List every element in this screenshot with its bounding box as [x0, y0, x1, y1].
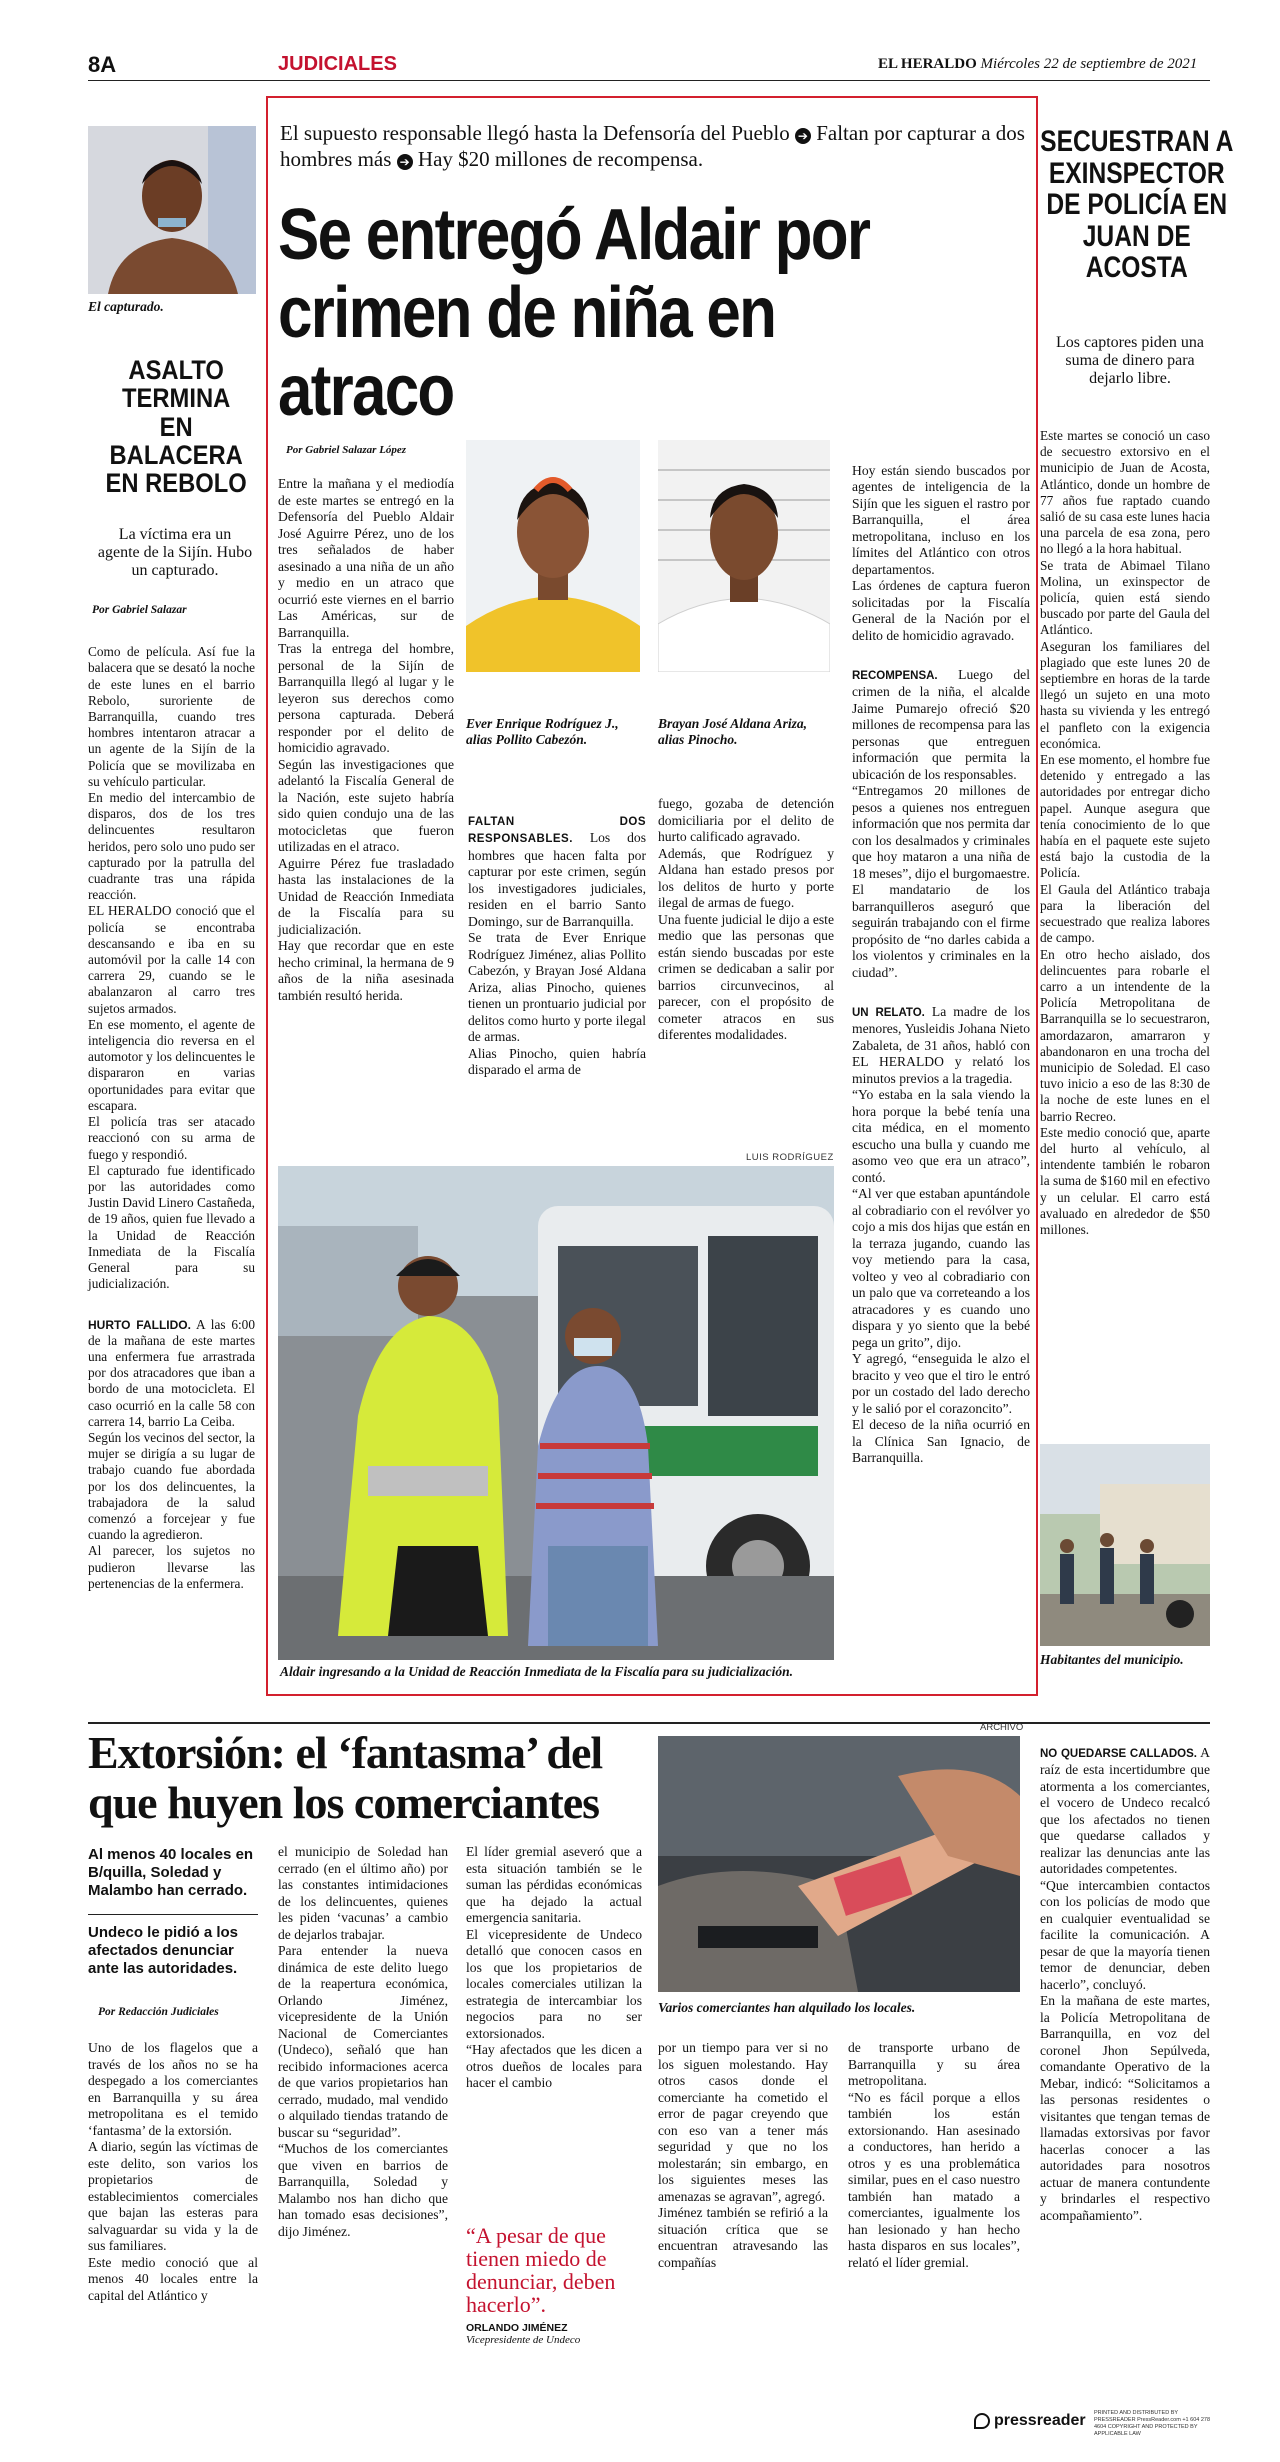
- arrow-icon: ➔: [795, 128, 811, 144]
- extortion-photo: [658, 1736, 1020, 1992]
- kicker-1: El supuesto responsable llegó hasta la Defensoría del Pueblo: [280, 121, 790, 145]
- bottom-col-3: El líder gremial aseveró que a esta situación también se le suman las pérdidas económicas que ha dejado la actual emergencia sanitaria. El vicepresidente de Undeco detalló que conocen casos en los que los propietarios de locales comerciales utilizan la estrategia de intercambiar los negocios para no ser extorsionados. “Hay afectados que les dicen a otros dueños de locales para hacer el cambio: [466, 1844, 642, 2090]
- header-rule: [88, 80, 1210, 81]
- right-body: Este martes se conoció un caso de secuestro extorsivo en el municipio de Juan de Acosta, Atlántico, donde un hombre de 77 años fue raptado cuando salió de su casa este lunes hacia una parcela de esa zona, pero no llegó a la hora habitual. Se trata de Abimael Tilano Molina, un exinspector de policía, quien está siendo buscado por parte del Gaula del Atlántico. Aseguran los familiares del plagiado que este lunes 20 de septiembre en horas de la tarde llegó un sujeto en una moto hasta su vivienda y les entregó el panfleto con la exigencia económica. En ese momento, el hombre fue detenido y entregado a las autoridades por entregar dicho papel. Aunque asegura que tenía conocimiento de lo que había en el paquete este sujeto está bajo la custodia de la Policía. El Gaula del Atlántico trabaja para la liberación del secuestrado que realiza labores de campo. En otro hecho aislado, dos delincuentes para robarle el carro a un intendente de la Policía Metropolitana de Barranquilla se lo secuestraron, amordazaron, amarraron y abandonaron en una trocha del municipio de Soledad. El caso tuvo inicio a eso de las 8:30 de la noche de este lunes en el barrio Recreo. Este medio conoció que, aparte del hurto al vehículo, al intendente también le robaron la suma de $160 mil en efectivo y un celular. El carro está avaluado en alrededor de $50 millones.: [1040, 428, 1210, 1237]
- suspect-1-caption: Ever Enrique Rodríguez J., alias Pollito Cabezón.: [466, 716, 619, 747]
- municipality-image: [1040, 1444, 1210, 1646]
- arrest-photo: [278, 1166, 834, 1660]
- account-label: UN RELATO.: [852, 1006, 925, 1019]
- masthead: [878, 56, 1197, 73]
- main-kicker: [280, 120, 1030, 172]
- right-deck: Los captores piden una suma de dinero para dejarlo libre.: [1056, 334, 1204, 387]
- pressreader-fine-print: PRINTED AND DISTRIBUTED BY PRESSREADER PressReader.com +1 604 278 4604 COPYRIGHT AND PROTECTED BY APPLICABLE LAW: [1094, 2410, 1211, 2437]
- main-col-2-text: Los dos hombres que hacen falta por capturar por este crimen, según los investigadores judiciales, residen en el barrio Santo Domingo, sur de Barranquilla. Se trata de Ever Enrique Rodríguez Jiménez, alias Pollito Cabezón, y Brayan José Aldana Ariza, alias Pinocho, quienes tienen un prontuario judicial por delitos como hurto y porte ilegal de armas. Alias Pinocho, quien habría disparado el arma de: [468, 830, 646, 1077]
- bottom-col-6-text: A raíz de esta incertidumbre que atormenta a los comerciantes, el vocero de Undeco recalcó que los afectados no tienen que quedarse callados y realizar las denuncias ante las autoridades competentes. “Que intercambien contactos con los policías de modo que en cualquier eventualidad se facilite la comunicación. A pesar de que la mayoría tienen temor de denunciar, deben hacerlo”, concluyó. En la mañana de este martes, la Policía Metropolitana de Barranquilla, en voz del coronel Jhon Sepúlveda, comandante Operativo de la Mebar, indicó: “Solicitamos a las personas residentes o visitantes que tengan temas de llamadas extorsivas por favor hacerlas conocer a las autoridades para nosotros actuar de manera contundente y brindarles el respectivo acompañamiento”.: [1040, 1744, 1210, 2223]
- suspect-2-caption: Brayan José Aldana Ariza, alias Pinocho.: [658, 716, 808, 747]
- pressreader-logo: [974, 2412, 1086, 2430]
- suspect-1-image: [466, 440, 640, 672]
- bottom-deck-1: Al menos 40 locales en B/quilla, Soledad y Malambo han cerrado.: [88, 1846, 254, 1899]
- page-number: 8A: [88, 52, 117, 77]
- pressreader-brand: pressreader: [994, 2412, 1086, 2429]
- section-divider: [88, 1722, 1210, 1724]
- bottom-photo-credit: ARCHIVO: [980, 1722, 1024, 1733]
- main-col-4-a: Hoy están siendo buscados por agentes de inteligencia de la Sijín que les siguen el rastro por Barranquilla, el área metropolitana, incluso en los límites del Atlántico con otros departamentos. Las órdenes de captura fueron solicitadas por la Fiscalía General de la Nación por el delito de homicidio agravado.: [852, 462, 1030, 643]
- main-col-2-label: FALTAN DOS RESPONSABLES.: [468, 815, 646, 845]
- main-col-3: fuego, gozaba de detención domiciliaria por el delito de hurto calificado agravado. Además, que Rodríguez y Aldana han estado presos por los delitos de hurto y porte ilegal de armas de fuego. Una fuente judicial le dijo a este medio que las personas que están siendo buscadas por este crimen se dedicaban a salir por barrios circunvecinos, al parecer, con el propósito de cometer atracos en sus diferentes modalidades.: [658, 796, 834, 1042]
- issue-date: Miércoles 22 de septiembre de 2021: [980, 56, 1198, 72]
- reward-label: RECOMPENSA.: [852, 669, 938, 682]
- bottom-col-2: el municipio de Soledad han cerrado (en el último año) por las constantes intimidaciones de los delincuentes, quienes les piden ‘vacunas’ a cambio de dejarlos trabajar. Para entender la nueva dinámica de este delito luego de la reapertura económica, Orlando Jiménez, vicepresidente de la Unión Nacional de Comerciantes (Undeco), señaló que han recibido informaciones acerca de que varios propietarios han cerrado, mudado, mal vendido o alquilado tiendas tratando de buscar su “seguridad”. “Muchos de los comerciantes que viven en barrios de Barranquilla, Soledad y Malambo nos han dicho que han tomado esas decisiones”, dijo Jiménez.: [278, 1844, 448, 2239]
- left-body-2: A las 6:00 de la mañana de este martes una enfermera fue arrastrada por dos atracadores que iban a bordo de una motocicleta. El caso ocurrió en la calle 58 con carrera 14, barrio La Ceiba. Según los vecinos del sector, la mujer se dirigía a su lugar de trabajo cuando fue abordada por los dos delincuentes, la trabajadora de la salud comenzó a forcejear y fue cuando la agredieron. Al parecer, los sujetos no pudieron llevarse las pertenencias de la enfermera.: [88, 1316, 255, 1591]
- suspect-2-photo: [658, 440, 830, 672]
- left-body: [88, 628, 255, 1592]
- main-col-2: [468, 796, 646, 1079]
- arrest-photo-caption: Aldair ingresando a la Unidad de Reacción Inmediata de la Fiscalía para su judicialización.: [280, 1664, 794, 1679]
- big-photo-credit: LUIS RODRÍGUEZ: [746, 1152, 834, 1163]
- municipality-photo: [1040, 1444, 1210, 1646]
- right-headline: SECUESTRAN A EXINSPECTOR DE POLICÍA EN JUAN DE ACOSTA: [1040, 125, 1234, 284]
- pull-quote-text: “A pesar de que tienen miedo de denunciar, deben hacerlo”.: [466, 2223, 616, 2317]
- main-col-4: [852, 446, 1030, 1467]
- left-body-1: Como de película. Así fue la balacera que se desató la noche de este lunes en el barrio Rebolo, suroriente de Barranquilla, cuando tres hombres intentaron atracar a un agente de la Sijín de la Policía que se movilizaba en su vehículo particular. En medio del intercambio de disparos, dos de los tres delincuentes resultaron heridos, pero solo uno pudo ser capturado por la patrulla del cuadrante tras una rápida reacción. EL HERALDO conoció que el policía se encontraba descansando e iba en su automóvil por la calle 14 con carrera 29, cuando se le abalanzaron al carro tres sujetos armados. En ese momento, el agente de inteligencia dio reversa en el automotor y los delincuentes le dispararon en varias oportunidades para evitar que escapara. El policía tras ser atacado reaccionó con su arma de fuego y respondió. El capturado fue identificado por las autoridades como Justin David Linero Castañeda, de 19 años, quien fue llevado a la Unidad de Reacción Inmediata de la Fiscalía General para su judicialización.: [88, 644, 255, 1292]
- bottom-headline: Extorsión: el ‘fantasma’ del que huyen los comerciantes: [88, 1727, 603, 1828]
- extortion-image: [658, 1736, 1020, 1992]
- captured-man-image: [88, 126, 256, 294]
- suspect-1-photo: [466, 440, 640, 672]
- main-col-4-b: Luego del crimen de la niña, el alcalde Jaime Pumarejo ofreció $20 millones de recompensa para las personas que entreguen información que permita la ubicación de los responsables. “Entregamos 20 millones de pesos a quienes nos entreguen información que nos permita dar con los desalmados y criminales que hoy mataron a una niña de 18 meses”, dijo el burgomaestre. El mandatario de los barranquilleros aseguró que seguirán trabajando con el firme propósito de “no darles cabida a los violentos y criminales en la ciudad”.: [852, 666, 1030, 980]
- extortion-photo-caption: Varios comerciantes han alquilado los locales.: [658, 2000, 916, 2015]
- bottom-col-1: Uno de los flagelos que a través de los años no se ha despegado a los comerciantes en Barranquilla y su área metropolitana es el temido ‘fantasma’ de la extorsión. A diario, según las víctimas de este delito, son varios los propietarios de establecimientos comerciales que bajan las esteras para salvaguardar su vida y la de sus familiares. Este medio conoció que al menos 40 locales entre la capital del Atlántico y: [88, 2040, 258, 2303]
- municipality-caption: Habitantes del municipio.: [1040, 1652, 1184, 1667]
- bottom-deck-2: Undeco le pidió a los afectados denunciar ante las autoridades.: [88, 1924, 239, 1977]
- left-sub-label: HURTO FALLIDO.: [88, 1317, 191, 1332]
- pressreader-icon: [974, 2413, 990, 2429]
- bottom-col-6-label: NO QUEDARSE CALLADOS.: [1040, 1747, 1197, 1760]
- left-headline: ASALTO TERMINA EN BALACERA EN REBOLO: [105, 355, 247, 499]
- kicker-2: Faltan por capturar a dos hombres más: [280, 121, 1025, 171]
- bottom-byline: Por Redacción Judiciales: [98, 2006, 219, 2018]
- captured-photo: [88, 126, 256, 294]
- main-col-1: Entre la mañana y el mediodía de este martes se entregó en la Defensoría del Pueblo Aldair José Aguirre Pérez, uno de los tres señalados de haber asesinado a una niña de un año y medio en un atraco que ocurrió este viernes en el barrio Las Américas, sur de Barranquilla. Tras la entrega del hombre, personal de la Sijín de Barranquilla llegó al lugar y le leyeron sus derechos como persona capturada. Deberá responder por el delito de homicidio agravado. Según las investigaciones que adelantó la Fiscalía General de la Nación, este sujeto habría sido quien condujo una de las motocicletas que fueron utilizadas en el atraco. Aguirre Pérez fue trasladado hasta las instalaciones de la Unidad de Reacción Inmediata de la Fiscalía para su judicialización. Hay que recordar que en este hecho criminal, la hermana de 9 años de la niña asesinada también resultó herida.: [278, 476, 454, 1003]
- section-name: JUDICIALES: [278, 53, 397, 75]
- pull-quote-role: Vicepresidente de Undeco: [466, 2334, 581, 2346]
- pull-quote: [466, 2224, 646, 2346]
- deck-rule: [88, 1914, 258, 1915]
- arrow-icon: ➔: [397, 154, 413, 170]
- main-col-4-c: La madre de los menores, Yusleidis Johana Nieto Zabaleta, de 31 años, habló con EL HERALDO y relató los minutos previos a la tragedia. “Yo estaba en la sala viendo la hora porque la bebé tenía una cita médica, en el momento escucho una bulla y cuando me asomo veo que era un atraco”, contó. “Al ver que estaban apuntándole al cobradiario con el revólver yo cojo a mis dos hijas que están en la terraza jugando, cuando las voy metiendo para la casa, volteo y veo al cobradiario con un palo que va correteando a los atracadores y es cuando uno dispara y yo siento que la bebé pega un grito”, dijo. Y agregó, “enseguida le alzo el bracito y veo que el tiro le entró por un costado del lado derecho y le salió por el corazoncito”. El deceso de la niña ocurrió en la Clínica San Ignacio, de Barranquilla.: [852, 1003, 1030, 1465]
- left-deck: La víctima era un agente de la Sijín. Hubo un capturado.: [97, 526, 253, 579]
- suspect-2-image: [658, 440, 830, 672]
- bottom-col-5: de transporte urbano de Barranquilla y su área metropolitana. “No es fácil porque a ellos también los están extorsionando. Han asesinado a conductores, han herido a otros y es una problemática similar, pues en el caso nuestro también han matado a comerciantes, igualmente los han lesionado y han hecho hasta disparos en sus locales”, relató el líder gremial.: [848, 2040, 1020, 2270]
- bottom-col-6: [1040, 1728, 1210, 2224]
- main-byline: Por Gabriel Salazar López: [286, 444, 407, 456]
- arrest-image: [278, 1166, 834, 1660]
- main-headline: Se entregó Aldair por crimen de niña en atraco: [278, 195, 870, 431]
- captured-photo-caption: El capturado.: [88, 299, 164, 314]
- pull-quote-name: ORLANDO JIMÉNEZ: [466, 2322, 568, 2334]
- paper-name: EL HERALDO: [878, 56, 977, 72]
- kicker-3: Hay $20 millones de recompensa.: [417, 147, 704, 171]
- left-byline: Por Gabriel Salazar: [92, 604, 187, 616]
- bottom-col-4: por un tiempo para ver si no los siguen molestando. Hay otros casos donde el comerciante ha cometido el error de pagar creyendo que con eso van a tener más seguridad y que no los molestarán; sin embargo, en los siguientes meses las amenazas se agravan”, agregó. Jiménez también se refirió a la situación crítica que se encuentran atravesando las compañías: [658, 2040, 828, 2270]
